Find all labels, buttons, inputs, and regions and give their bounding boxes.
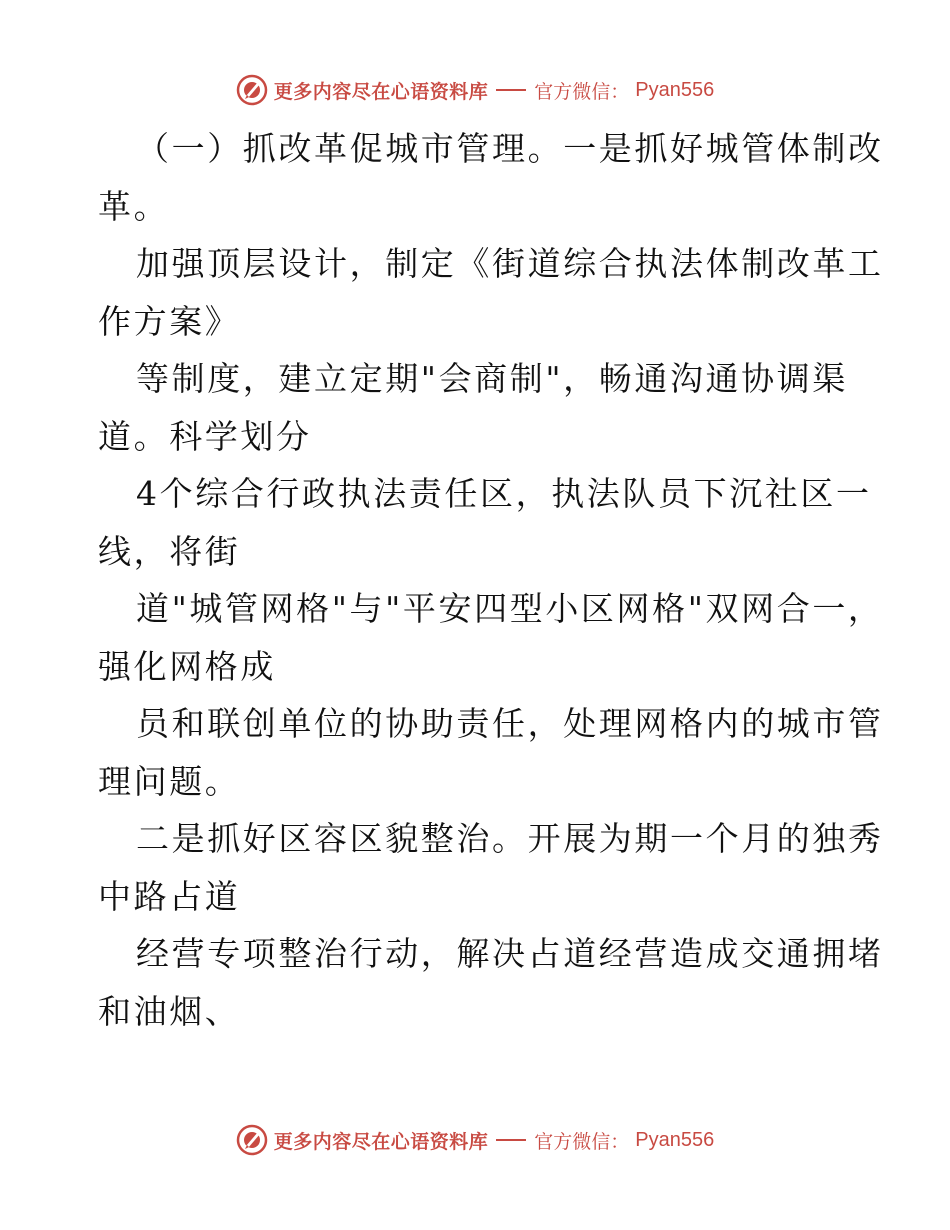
text-line: 二是抓好区容区貌整治。开展为期一个月的独秀	[136, 819, 884, 858]
watermark-wechat-label: 官方微信：	[534, 1130, 630, 1153]
text-line: 革。	[98, 186, 170, 226]
text-line: 加强顶层设计，制定《街道综合执法体制改革工	[136, 244, 884, 283]
watermark-dash	[496, 1139, 526, 1141]
text-line: 强化网格成	[98, 646, 276, 686]
footer-watermark	[0, 1120, 950, 1160]
watermark-dash	[496, 89, 526, 91]
text-line: 等制度，建立定期"会商制"，畅通沟通协调渠	[136, 359, 848, 398]
text-line: 道"城管网格"与"平安四型小区网格"双网合一，	[136, 589, 884, 628]
pen-nib-circle-icon	[236, 1124, 268, 1156]
watermark-wechat-label: 官方微信：	[534, 80, 630, 103]
text-line: 员和联创单位的协助责任，处理网格内的城市管	[136, 704, 884, 743]
text-line: 道。科学划分	[98, 416, 312, 456]
text-line: （一）抓改革促城市管理。一是抓好城管体制改	[136, 129, 884, 168]
watermark-wechat-id: Pyan556	[635, 78, 715, 101]
header-watermark	[0, 70, 950, 110]
text-line: 和油烟、	[98, 991, 241, 1031]
text-line: 4个综合行政执法责任区，执法队员下沉社区一	[136, 474, 872, 513]
text-line: 作方案》	[98, 301, 241, 341]
text-line: 线，将街	[98, 531, 241, 571]
document-body	[98, 120, 884, 1040]
pen-nib-circle-icon	[236, 74, 268, 106]
watermark-wechat-id: Pyan556	[635, 1128, 715, 1151]
text-line: 中路占道	[98, 876, 241, 916]
text-line: 理问题。	[98, 761, 241, 801]
watermark-site-name: 更多内容尽在心语资料库	[273, 1130, 489, 1153]
text-line: 经营专项整治行动，解决占道经营造成交通拥堵	[136, 934, 884, 973]
watermark-site-name: 更多内容尽在心语资料库	[273, 80, 489, 103]
